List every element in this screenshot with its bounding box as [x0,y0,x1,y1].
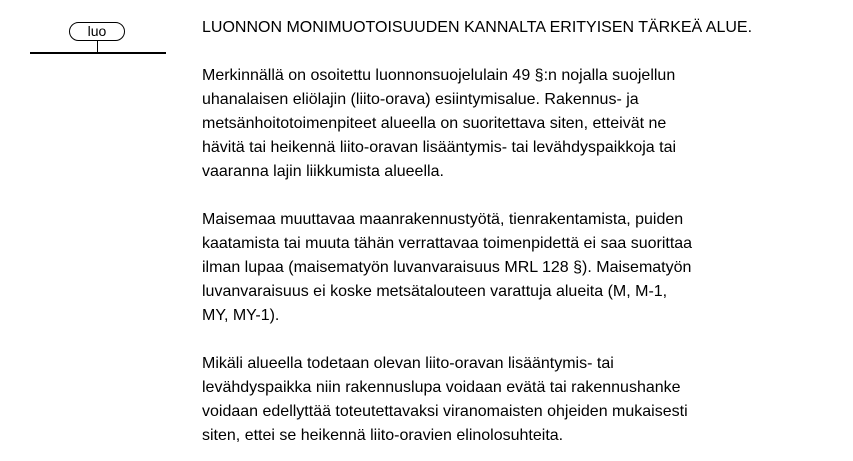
text-line: Merkinnällä on osoitettu luonnonsuojelulain 49 §:n nojalla suojellun [202,67,676,84]
text-line: ilman lupaa (maisematyön luvanvaraisuus MRL 128 §). Maisematyön [202,259,692,276]
text-line: vaaranna lajin liikkumista alueella. [202,163,444,180]
paragraph-1 [202,64,842,184]
text-line: Maisemaa muuttavaa maanrakennustyötä, tienrakentamista, puiden [202,211,684,228]
legend-heading: LUONNON MONIMUOTOISUUDEN KANNALTA ERITYISEN TÄRKEÄ ALUE. [202,19,753,36]
text-line: hävitä tai heikennä liito-oravan lisääntymis- tai levähdyspaikkoja tai [202,139,677,156]
legend-symbol-line [30,52,166,54]
paragraph-3 [202,352,842,448]
map-legend-symbol [30,22,166,56]
text-line: kaatamista tai muuta tähän verrattavaa toimenpidettä ei saa suorittaa [202,235,693,252]
legend-description [202,16,842,448]
text-line: levähdyspaikka niin rakennuslupa voidaan evätä tai rakennushanke [202,379,681,396]
text-line: Mikäli alueella todetaan olevan liito-oravan lisääntymis- tai [202,355,614,372]
text-line: voidaan edellyttää toteutettavaksi viranomaisten ohjeiden mukaisesti [202,403,688,420]
text-line: luvanvaraisuus ei koske metsätalouteen varattuja alueita (M, M-1, [202,283,668,300]
legend-symbol-label: luo [69,22,125,41]
text-line: siten, ettei se heikennä liito-oravien elinolosuhteita. [202,427,564,444]
paragraph-2 [202,208,842,328]
text-line: uhanalaisen eliölajin (liito-orava) esiintymisalue. Rakennus- ja [202,91,639,108]
text-line: metsänhoitotoimenpiteet alueella on suoritettava siten, etteivät ne [202,115,667,132]
text-line: MY, MY-1). [202,307,280,324]
